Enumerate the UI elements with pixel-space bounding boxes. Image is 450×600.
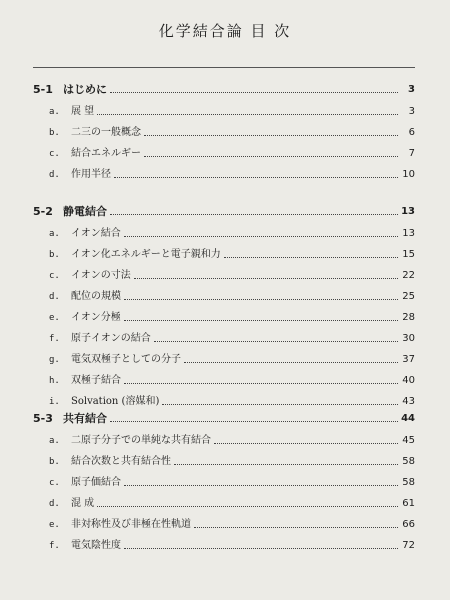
- subsection-page-number: 58: [402, 477, 415, 488]
- section-entry[interactable]: [33, 81, 415, 99]
- dot-leader: [124, 319, 398, 321]
- subsection-title: イオン分極: [71, 312, 121, 323]
- subsection-page-number: 66: [402, 519, 415, 530]
- subsection-entry[interactable]: [33, 516, 415, 534]
- subsection-title: 原子イオンの結合: [71, 333, 151, 344]
- subsection-entry[interactable]: [33, 309, 415, 327]
- subsection-letter: e.: [49, 313, 60, 323]
- dot-leader: [97, 113, 398, 115]
- subsection-entry[interactable]: [33, 393, 415, 411]
- dot-leader: [124, 298, 398, 300]
- subsection-title: イオン化エネルギーと電子親和力: [71, 249, 221, 260]
- subsection-page-number: 15: [402, 249, 415, 260]
- section-entry[interactable]: [33, 410, 415, 428]
- dot-leader: [214, 442, 398, 444]
- dot-leader: [134, 277, 398, 279]
- dot-leader: [184, 361, 398, 363]
- subsection-page-number: 6: [408, 127, 415, 138]
- subsection-letter: f.: [49, 541, 60, 551]
- dot-leader: [174, 463, 398, 465]
- subsection-letter: d.: [49, 292, 60, 302]
- subsection-title: Solvation (溶媒和): [71, 396, 160, 407]
- section-entry[interactable]: [33, 203, 415, 221]
- subsection-title: 展 望: [71, 106, 95, 117]
- section-number: 5-3: [33, 412, 53, 425]
- subsection-page-number: 25: [402, 291, 415, 302]
- subsection-title: 結合エネルギー: [71, 148, 141, 159]
- subsection-page-number: 10: [402, 169, 415, 180]
- subsection-entry[interactable]: [33, 267, 415, 285]
- section-number: 5-2: [33, 205, 53, 218]
- subsection-letter: a.: [49, 436, 60, 446]
- dot-leader: [114, 176, 398, 178]
- dot-leader: [124, 235, 398, 237]
- subsection-letter: g.: [49, 355, 60, 365]
- subsection-page-number: 28: [402, 312, 415, 323]
- dot-leader: [224, 256, 398, 258]
- subsection-entry[interactable]: [33, 124, 415, 142]
- subsection-page-number: 58: [402, 456, 415, 467]
- subsection-letter: d.: [49, 499, 60, 509]
- page-title: 化学結合論 目 次: [158, 22, 292, 40]
- subsection-letter: d.: [49, 170, 60, 180]
- subsection-letter: b.: [49, 128, 60, 138]
- dot-leader: [124, 382, 398, 384]
- subsection-page-number: 7: [408, 148, 415, 159]
- subsection-title: 混 成: [71, 498, 95, 509]
- subsection-letter: c.: [49, 271, 60, 281]
- dot-leader: [110, 420, 398, 422]
- dot-leader: [110, 213, 398, 215]
- subsection-entry[interactable]: [33, 537, 415, 555]
- subsection-entry[interactable]: [33, 495, 415, 513]
- subsection-title: 非対称性及び非極在性軌道: [71, 519, 191, 530]
- subsection-title: 電気陰性度: [71, 540, 121, 551]
- subsection-letter: i.: [49, 397, 60, 407]
- dot-leader: [154, 340, 398, 342]
- subsection-title: 作用半径: [71, 169, 111, 180]
- subsection-page-number: 30: [402, 333, 415, 344]
- subsection-entry[interactable]: [33, 474, 415, 492]
- subsection-letter: b.: [49, 457, 60, 467]
- subsection-entry[interactable]: [33, 330, 415, 348]
- subsection-entry[interactable]: [33, 225, 415, 243]
- subsection-page-number: 37: [402, 354, 415, 365]
- dot-leader: [124, 484, 398, 486]
- subsection-page-number: 45: [402, 435, 415, 446]
- section-title: はじめに: [63, 83, 107, 96]
- subsection-page-number: 13: [402, 228, 415, 239]
- section-page-number: 3: [408, 84, 415, 95]
- subsection-entry[interactable]: [33, 432, 415, 450]
- section-title: 静電結合: [63, 205, 107, 218]
- subsection-entry[interactable]: [33, 351, 415, 369]
- dot-leader: [110, 91, 398, 93]
- subsection-title: 結合次数と共有結合性: [71, 456, 171, 467]
- section-page-number: 44: [401, 413, 415, 424]
- subsection-letter: b.: [49, 250, 60, 260]
- dot-leader: [124, 547, 398, 549]
- subsection-title: イオン結合: [71, 228, 121, 239]
- dot-leader: [97, 505, 398, 507]
- subsection-entry[interactable]: [33, 453, 415, 471]
- dot-leader: [194, 526, 398, 528]
- subsection-entry[interactable]: [33, 246, 415, 264]
- subsection-title: 電気双極子としての分子: [71, 354, 181, 365]
- subsection-page-number: 43: [402, 396, 415, 407]
- subsection-letter: c.: [49, 149, 60, 159]
- section-number: 5-1: [33, 83, 53, 96]
- section-title: 共有結合: [63, 412, 107, 425]
- section-page-number: 13: [401, 206, 415, 217]
- subsection-letter: a.: [49, 107, 60, 117]
- subsection-page-number: 3: [408, 106, 415, 117]
- subsection-letter: e.: [49, 520, 60, 530]
- subsection-title: 原子価結合: [71, 477, 121, 488]
- subsection-page-number: 61: [402, 498, 415, 509]
- subsection-title: 二原子分子での単純な共有結合: [71, 435, 211, 446]
- dot-leader: [144, 155, 398, 157]
- subsection-entry[interactable]: [33, 288, 415, 306]
- subsection-letter: a.: [49, 229, 60, 239]
- dot-leader: [144, 134, 398, 136]
- dot-leader: [162, 403, 398, 405]
- subsection-entry[interactable]: [33, 166, 415, 184]
- subsection-title: 双極子結合: [71, 375, 121, 386]
- subsection-page-number: 72: [402, 540, 415, 551]
- subsection-title: イオンの寸法: [71, 270, 131, 281]
- subsection-letter: f.: [49, 334, 60, 344]
- subsection-entry[interactable]: [33, 103, 415, 121]
- subsection-letter: c.: [49, 478, 60, 488]
- subsection-entry[interactable]: [33, 372, 415, 390]
- subsection-entry[interactable]: [33, 145, 415, 163]
- subsection-page-number: 40: [402, 375, 415, 386]
- subsection-title: 二三の一般概念: [71, 127, 141, 138]
- title-rule: [33, 67, 415, 68]
- subsection-letter: h.: [49, 376, 60, 386]
- subsection-title: 配位の規模: [71, 291, 121, 302]
- subsection-page-number: 22: [402, 270, 415, 281]
